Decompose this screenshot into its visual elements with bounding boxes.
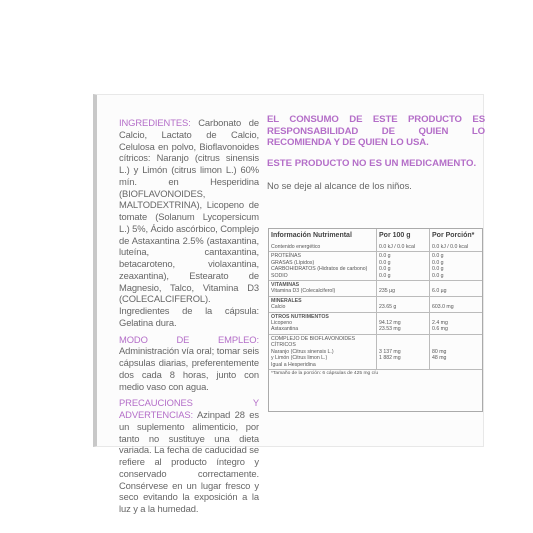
table-cell-c3 (430, 335, 482, 369)
ingredients-paragraph (119, 117, 259, 329)
cell-line: Igual a Hesperidina (271, 361, 316, 368)
cell-line: Astaxantina (271, 326, 299, 333)
cell-line: 0.0 kJ / 0.0 kcal (432, 244, 469, 250)
right-column (267, 114, 485, 191)
table-row (269, 334, 482, 369)
nutrition-table (268, 228, 483, 412)
cell-line: 0.0 g (432, 253, 444, 260)
keep-away-notice: No se deje al alcance de los niños. (267, 180, 412, 192)
precautions-heading: PRECAUCIONES Y ADVERTENCIAS: (119, 397, 259, 420)
cell-line: 0.0 g (379, 259, 391, 266)
table-cell-c2 (377, 243, 430, 251)
cell-line: SODIO (271, 272, 288, 279)
table-cell-c3 (430, 281, 482, 296)
ingredients-text: Carbonato de Calcio, Lactato de Calcio, Celulosa en polvo, Bioflavonoides cítricos: Naranjo (citrus sinensis L.) y Limón (citrus limon L.) 60% mín. en Hesperidina (BIOFLAVONOIDES, MALTODEXTRINA), Licopeno de tomate (Solanum Lycopersicum L.) 5%, Ácido ascórbico, Complejo de Astaxantina 2.5% (astaxantina, luteína, cantaxantina, betacaroteno, violaxantina, zeaxantina), Estearato de Magnesio, Talco, Vitamina D3 (COLECALCIFEROL). Ingredientes de la cápsula: Gelatina dura. (119, 117, 259, 328)
usage-paragraph (119, 334, 259, 393)
table-cell-c2 (377, 281, 430, 296)
responsibility-warning: EL CONSUMO DE ESTE PRODUCTO ES RESPONSABILIDAD DE QUIEN LO RECOMIENDA Y DE QUIEN LO USA. (267, 114, 485, 149)
cell-line: Calcio (271, 304, 286, 311)
cell-line: 0.0 g (432, 259, 444, 266)
table-cell-c3 (430, 252, 482, 280)
header-per-serving: Por Porción* (432, 232, 475, 239)
cell-line: Naranjo (Citrus sinensis L.) (271, 348, 334, 355)
table-cell-c2 (377, 297, 430, 312)
table-cell-c2 (377, 313, 430, 334)
cell-line: 0.0 kJ / 0.0 kcal (379, 244, 416, 250)
ingredients-heading: INGREDIENTES: (119, 117, 191, 128)
serving-note: *Tamaño de la porción: 6 cápsulas de 425 mg c/u (269, 369, 482, 377)
cell-line: OTROS NUTRIMENTOS (271, 313, 329, 320)
cell-line: 80 mg (432, 348, 447, 355)
cell-line: 0.0 g (379, 253, 391, 260)
cell-line: 0.6 mg (432, 326, 448, 333)
table-row (269, 312, 482, 334)
table-cell-c1 (269, 313, 377, 334)
cell-line: 603.0 mg (432, 304, 454, 311)
table-row (269, 296, 482, 312)
table-cell-c3 (430, 243, 482, 251)
cell-line: 23.53 mg (379, 326, 401, 333)
table-row (269, 251, 482, 280)
usage-heading: MODO DE EMPLEO: (119, 333, 259, 345)
cell-line: MINERALES (271, 297, 302, 304)
table-cell-c1 (269, 335, 377, 369)
table-body (269, 243, 482, 369)
cell-line: 3 137 mg (379, 348, 401, 355)
cell-line: 94.12 mg (379, 320, 401, 327)
table-cell-c3 (430, 297, 482, 312)
cell-line: GRASAS (Lípidos) (271, 259, 315, 266)
table-row (269, 280, 482, 296)
cell-line: 0.0 g (432, 266, 444, 273)
precautions-paragraph (119, 397, 259, 515)
cell-line: 0.0 g (379, 272, 391, 279)
cell-line: 235 µg (379, 288, 395, 295)
cell-line: 1 882 mg (379, 355, 401, 362)
cell-line: 2.4 mg (432, 320, 448, 327)
usage-text: Administración vía oral; tomar seis cápsulas diarias, preferentemente dos cada 8 horas, junto con medio vaso con agua. (119, 345, 259, 392)
cell-line: PROTEÍNAS (271, 253, 301, 260)
cell-line: 23.65 g (379, 304, 397, 311)
cell-line: y Limón (Citrus limon L.) (271, 355, 328, 362)
table-cell-c2 (377, 335, 430, 369)
cell-line: VITAMINAS (271, 282, 300, 289)
table-cell-c1 (269, 297, 377, 312)
cell-line: Licopeno (271, 320, 293, 327)
cell-line: CARBOHIDRATOS (Hidratos de carbono) (271, 266, 368, 273)
table-row (269, 243, 482, 251)
table-cell-c1 (269, 252, 377, 280)
cell-line: COMPLEJO DE BIOFLAVONOIDES CÍTRICOS (271, 335, 356, 349)
cell-line: Contenido energético (271, 244, 321, 250)
table-cell-c1 (269, 281, 377, 296)
header-info: Información Nutrimental (269, 229, 377, 243)
left-column (119, 117, 259, 520)
table-cell-c1 (269, 243, 377, 251)
cell-line: 6.0 µg (432, 288, 447, 295)
cell-line: 0.0 g (432, 272, 444, 279)
cell-line: Vitamina D3 (Colecalciferol) (271, 288, 336, 295)
not-medicine-notice: ESTE PRODUCTO NO ES UN MEDICAMENTO. (267, 158, 477, 170)
table-cell-c3 (430, 313, 482, 334)
table-cell-c2 (377, 252, 430, 280)
cell-line: 48 mg (432, 355, 447, 362)
table-header-row (269, 229, 482, 243)
precautions-text: Azinpad 28 es un suplemento alimenticio, por tanto no sustituye una dieta variada. La fecha de caducidad se refiere al producto íntegro y conservado correctamente. Consérvese en un lugar fresco y seco evitando la exposición a la luz y a la humedad. (119, 409, 259, 514)
cell-line: 0.0 g (379, 266, 391, 273)
header-per-100g: Por 100 g (377, 229, 430, 243)
